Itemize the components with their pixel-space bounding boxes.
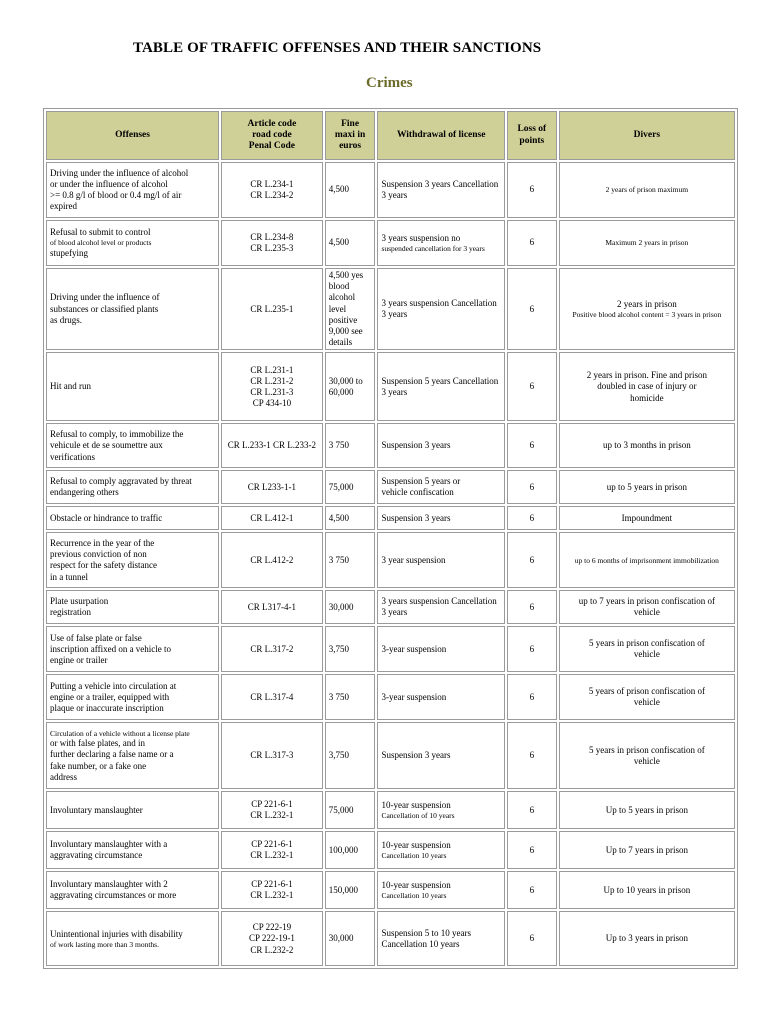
table-row <box>46 220 735 266</box>
offense-cell <box>46 590 219 624</box>
article-cell-line: CR L.235-3 <box>250 243 294 253</box>
fine-cell <box>325 722 376 789</box>
offense-cell-line: fake number, or a fake one <box>50 760 147 771</box>
offense-cell <box>46 791 219 829</box>
divers-cell <box>559 268 735 350</box>
points-cell: 6 <box>507 423 557 468</box>
offense-cell-line: Unintentional injuries with disability <box>50 928 183 939</box>
fine-cell <box>325 352 376 421</box>
withdrawal-cell-line: Suspension 5 to 10 years <box>381 927 471 938</box>
withdrawal-cell <box>377 911 505 966</box>
withdrawal-cell <box>377 352 505 421</box>
divers-cell-line: up to 6 months of imprisonment immobilization <box>574 555 719 565</box>
fine-cell <box>325 911 376 966</box>
article-cell <box>221 590 323 624</box>
offense-cell-line: previous conviction of non <box>50 549 147 560</box>
fine-cell-line: 3,750 <box>328 643 349 654</box>
divers-cell-line: doubled in case of injury or <box>597 381 697 392</box>
divers-cell-line: vehicle <box>633 649 660 660</box>
divers-cell-line: Impoundment <box>621 512 673 523</box>
article-cell-line: CR L.231-3 <box>250 386 294 397</box>
header-article-line: Article code <box>247 118 297 129</box>
points-cell: 6 <box>507 162 557 218</box>
points-cell: 6 <box>507 722 557 789</box>
withdrawal-cell-line: Suspension 3 years <box>381 512 451 523</box>
offense-cell-line: Use of false plate or false <box>50 632 142 643</box>
offense-cell <box>46 506 219 530</box>
article-cell <box>221 722 323 789</box>
offense-cell-line: verifications <box>50 451 95 462</box>
article-cell <box>221 423 323 468</box>
withdrawal-cell-line: 10-year suspension <box>381 800 451 811</box>
fine-cell <box>325 532 376 588</box>
offense-cell-line: of blood alcohol level or products <box>50 238 152 248</box>
points-cell: 6 <box>507 674 557 720</box>
fine-cell <box>325 674 376 720</box>
fine-cell-line: 75,000 <box>328 481 354 492</box>
divers-cell-line: Up to 7 years in prison <box>605 844 688 855</box>
withdrawal-cell-line: 3 years <box>381 309 408 320</box>
header-points-line: Loss of <box>517 124 547 135</box>
offense-cell-line: or with false plates, and in <box>50 738 145 749</box>
points-cell: 6 <box>507 831 557 869</box>
offense-cell-line: further declaring a false name or a <box>50 749 174 760</box>
offense-cell-line: Hit and run <box>50 381 91 392</box>
article-cell-line: CR L.232-2 <box>250 944 294 955</box>
page-title: TABLE OF TRAFFIC OFFENSES AND THEIR SANCTIONS <box>133 40 542 56</box>
offense-cell-line: engine or trailer <box>50 655 108 666</box>
article-cell-line: CR L.233-1 CR L.233-2 <box>227 440 317 451</box>
fine-cell <box>325 626 376 672</box>
fine-cell <box>325 220 376 266</box>
fine-cell <box>325 162 376 218</box>
offense-cell-line: Putting a vehicle into circulation at <box>50 680 177 691</box>
article-cell <box>221 831 323 869</box>
fine-cell-line: 4,500 <box>328 512 349 523</box>
table-row <box>46 590 735 624</box>
table-row <box>46 506 735 530</box>
article-cell <box>221 911 323 966</box>
offense-cell-line: stupefying <box>50 247 88 258</box>
offense-cell <box>46 722 219 789</box>
points-cell: 6 <box>507 268 557 350</box>
header-article <box>221 111 323 160</box>
divers-cell <box>559 831 735 869</box>
withdrawal-cell-line: Cancellation 10 years <box>381 851 447 861</box>
withdrawal-cell <box>377 871 505 909</box>
points-cell: 6 <box>507 626 557 672</box>
divers-cell <box>559 911 735 966</box>
fine-cell-line: 4,500 <box>328 184 349 195</box>
withdrawal-cell-line: 3 years <box>381 190 408 200</box>
fine-cell-line: 60,000 <box>328 386 354 397</box>
offense-cell <box>46 423 219 468</box>
offense-cell-line: of work lasting more than 3 months. <box>50 939 159 949</box>
divers-cell-line: 2 years in prison <box>616 298 677 309</box>
offense-cell <box>46 674 219 720</box>
offense-cell-line: in a tunnel <box>50 571 88 582</box>
table-row <box>46 831 735 869</box>
divers-cell-line: vehicle <box>633 697 660 708</box>
divers-cell-line: 5 years in prison confiscation of <box>588 744 705 755</box>
offense-cell-line: aggravating circumstance <box>50 850 143 861</box>
article-cell-line: CR L.317-4 <box>250 691 294 702</box>
fine-cell-line: 3 750 <box>328 440 349 451</box>
offense-cell-line: Involuntary manslaughter <box>50 804 143 815</box>
article-cell <box>221 506 323 530</box>
table-row <box>46 162 735 218</box>
points-cell: 6 <box>507 470 557 504</box>
withdrawal-cell <box>377 506 505 530</box>
points-cell: 6 <box>507 791 557 829</box>
withdrawal-cell-line: Suspension 3 years <box>381 440 451 451</box>
offense-cell <box>46 470 219 504</box>
article-cell-line: CR L233-1-1 <box>247 481 297 492</box>
fine-cell-line: 4,500 yes <box>328 270 364 280</box>
article-cell-line: CR L.412-2 <box>250 554 294 565</box>
fine-cell-line: 4,500 <box>328 237 349 248</box>
offense-cell-line: Recurrence in the year of the <box>50 538 155 549</box>
withdrawal-cell-line: 3 year suspension <box>381 554 446 565</box>
withdrawal-cell-line: vehicle confiscation <box>381 487 454 498</box>
divers-cell-line: up to 3 months in prison <box>602 440 691 451</box>
table-row <box>46 911 735 966</box>
points-cell: 6 <box>507 506 557 530</box>
offense-cell-line: Refusal to submit to control <box>50 227 151 238</box>
offense-cell-line: Involuntary manslaughter with a <box>50 839 168 850</box>
withdrawal-cell <box>377 532 505 588</box>
offense-cell-line: or under the influence of alcohol <box>50 178 168 189</box>
withdrawal-cell <box>377 470 505 504</box>
header-fine-line: euros <box>339 141 362 152</box>
article-cell-line: CR L.234-8 <box>250 231 294 242</box>
withdrawal-cell-line: 3-year suspension <box>381 643 447 654</box>
section-subtitle: Crimes <box>366 75 413 91</box>
offense-cell <box>46 626 219 672</box>
offense-cell <box>46 268 219 350</box>
fine-cell <box>325 423 376 468</box>
withdrawal-cell-line: 3 years suspension Cancellation <box>381 596 497 607</box>
divers-cell <box>559 590 735 624</box>
article-cell <box>221 268 323 350</box>
article-cell-line: CP 222-19 <box>252 922 292 933</box>
points-cell: 6 <box>507 871 557 909</box>
divers-cell-line: up to 5 years in prison <box>606 481 687 492</box>
table-row <box>46 268 735 350</box>
divers-cell <box>559 423 735 468</box>
divers-cell <box>559 162 735 218</box>
fine-cell <box>325 470 376 504</box>
article-cell-line: CR L.231-2 <box>250 375 294 386</box>
offense-cell <box>46 162 219 218</box>
article-cell <box>221 871 323 909</box>
fine-cell-line: 3 750 <box>328 691 349 702</box>
offense-cell <box>46 220 219 266</box>
table-row <box>46 871 735 909</box>
withdrawal-cell-line: Cancellation 10 years <box>381 938 460 949</box>
withdrawal-cell <box>377 268 505 350</box>
fine-cell <box>325 590 376 624</box>
divers-cell <box>559 722 735 789</box>
withdrawal-cell-line: Suspension 5 years or <box>381 476 461 487</box>
table-body <box>46 162 735 966</box>
article-cell <box>221 470 323 504</box>
article-cell-line: CR L.232-1 <box>250 810 294 821</box>
article-cell-line: CP 221-6-1 <box>251 839 293 850</box>
divers-cell <box>559 791 735 829</box>
article-cell <box>221 220 323 266</box>
header-divers: Divers <box>559 111 735 160</box>
offense-cell-line: Refusal to comply, to immobilize the <box>50 429 184 440</box>
article-cell-line: CP 221-6-1 <box>251 879 293 890</box>
fine-cell-line: 9,000 see <box>328 326 363 337</box>
divers-cell <box>559 506 735 530</box>
withdrawal-cell <box>377 423 505 468</box>
offense-cell-line: Obstacle or hindrance to traffic <box>50 512 163 523</box>
header-offenses: Offenses <box>46 111 219 160</box>
withdrawal-cell <box>377 590 505 624</box>
fine-cell-line: 30,000 <box>328 933 354 944</box>
article-cell-line: CR L317-4-1 <box>247 601 297 612</box>
divers-cell <box>559 674 735 720</box>
offenses-table <box>43 108 738 969</box>
divers-cell-line: Positive blood alcohol content = 3 years in prison <box>572 310 722 320</box>
fine-cell-line: blood alcohol level <box>328 281 356 314</box>
offense-cell <box>46 532 219 588</box>
divers-cell <box>559 352 735 421</box>
offense-cell-line: Involuntary manslaughter with 2 <box>50 879 168 890</box>
header-points <box>507 111 557 160</box>
table-row <box>46 532 735 588</box>
offense-cell <box>46 352 219 421</box>
offense-cell-line: as drugs. <box>50 314 82 325</box>
divers-cell <box>559 220 735 266</box>
article-cell <box>221 352 323 421</box>
article-cell-line: CP 221-6-1 <box>251 799 293 810</box>
divers-cell-line: 5 years of prison confiscation of <box>588 686 705 697</box>
header-fine-line: maxi in <box>334 129 366 140</box>
fine-cell <box>325 506 376 530</box>
fine-cell-line: details <box>328 337 353 348</box>
fine-cell-line: 100,000 <box>328 844 358 855</box>
withdrawal-cell-line: Cancellation 10 years <box>381 891 447 901</box>
fine-cell-line: 150,000 <box>328 884 358 895</box>
divers-cell-line: 2 years in prison. Fine and prison <box>586 370 707 381</box>
divers-cell-line: 5 years in prison confiscation of <box>588 638 705 649</box>
withdrawal-cell-line: 3-year suspension <box>381 691 447 702</box>
fine-cell <box>325 871 376 909</box>
table-row <box>46 674 735 720</box>
header-article-line: Penal Code <box>248 141 295 152</box>
table-row <box>46 791 735 829</box>
withdrawal-cell-line: Cancellation of 10 years <box>381 811 455 821</box>
fine-cell-line: 30,000 to <box>328 375 363 386</box>
offense-cell <box>46 831 219 869</box>
withdrawal-cell-line: Suspension 3 years <box>381 750 451 761</box>
withdrawal-cell-line: 3 years <box>381 386 408 397</box>
divers-cell-line: Up to 3 years in prison <box>605 933 688 944</box>
withdrawal-cell <box>377 674 505 720</box>
divers-cell-line: vehicle <box>633 755 660 766</box>
fine-cell-line: 30,000 <box>328 601 354 612</box>
points-cell: 6 <box>507 532 557 588</box>
withdrawal-cell <box>377 220 505 266</box>
article-cell <box>221 162 323 218</box>
header-fine-line: Fine <box>341 118 360 129</box>
fine-cell-line: 3,750 <box>328 750 349 761</box>
offense-cell-line: respect for the safety distance <box>50 560 157 571</box>
offense-cell-line: Refusal to comply aggravated by threat <box>50 476 192 487</box>
withdrawal-cell-line: suspended cancellation for 3 years <box>381 243 485 253</box>
table-header-row <box>46 111 735 160</box>
withdrawal-cell-line: 3 years suspension no <box>381 232 461 243</box>
offense-cell-line: Circulation of a vehicle without a license plate <box>50 728 190 738</box>
offense-cell-line: inscription affixed on a vehicle to <box>50 643 172 654</box>
offense-cell-line: >= 0.8 g/l of blood or 0.4 mg/l of air <box>50 190 182 200</box>
fine-cell-line: 75,000 <box>328 804 354 815</box>
withdrawal-cell <box>377 791 505 829</box>
offense-cell-line: registration <box>50 607 91 618</box>
table-row <box>46 722 735 789</box>
article-cell-line: CR L.317-3 <box>250 750 294 761</box>
article-cell-line: CP 434-10 <box>252 398 292 409</box>
divers-cell-line: 2 years of prison maximum <box>605 185 689 195</box>
table-row <box>46 352 735 421</box>
withdrawal-cell-line: Suspension 3 years Cancellation <box>381 178 499 189</box>
table-row <box>46 626 735 672</box>
offense-cell-line: endangering others <box>50 487 119 498</box>
points-cell: 6 <box>507 220 557 266</box>
offense-cell-line: address <box>50 771 77 782</box>
divers-cell-line: vehicle <box>633 607 660 618</box>
article-cell-line: CR L.234-1 <box>250 178 294 189</box>
withdrawal-cell-line: Suspension 5 years Cancellation <box>381 375 499 386</box>
divers-cell <box>559 532 735 588</box>
offense-cell-line: substances or classified plants <box>50 303 159 314</box>
divers-cell-line: homicide <box>630 392 664 403</box>
offense-cell <box>46 911 219 966</box>
header-points-line: points <box>519 135 545 146</box>
article-cell-line: CR L.317-2 <box>250 643 294 654</box>
offense-cell-line: plaque or inaccurate inscription <box>50 703 164 714</box>
withdrawal-cell <box>377 722 505 789</box>
divers-cell-line: Up to 5 years in prison <box>605 804 688 815</box>
withdrawal-cell <box>377 831 505 869</box>
points-cell: 6 <box>507 590 557 624</box>
offense-cell-line: vehicule et de se soumettre aux <box>50 440 163 451</box>
article-cell-line: CR L.234-2 <box>250 190 294 200</box>
divers-cell-line: Maximum 2 years in prison <box>605 238 689 248</box>
article-cell-line: CR L.235-1 <box>250 303 294 314</box>
offense-cell-line: expired <box>50 201 77 212</box>
divers-cell-line: up to 7 years in prison confiscation of <box>578 596 715 607</box>
article-cell-line: CR L.232-1 <box>250 850 294 861</box>
offense-cell-line: engine or a trailer, equipped with <box>50 691 170 702</box>
withdrawal-cell <box>377 162 505 218</box>
article-cell <box>221 791 323 829</box>
withdrawal-cell <box>377 626 505 672</box>
article-cell <box>221 626 323 672</box>
offense-cell-line: Driving under the influence of <box>50 292 160 303</box>
withdrawal-cell-line: 10-year suspension <box>381 880 451 891</box>
withdrawal-cell-line: 10-year suspension <box>381 840 451 851</box>
article-cell-line: CR L.231-1 <box>250 364 294 375</box>
header-withdrawal: Withdrawal of license <box>377 111 505 160</box>
article-cell-line: CR L.232-1 <box>250 890 294 901</box>
fine-cell <box>325 831 376 869</box>
article-cell <box>221 532 323 588</box>
offense-cell-line: Plate usurpation <box>50 596 109 607</box>
fine-cell <box>325 791 376 829</box>
fine-cell <box>325 268 376 350</box>
divers-cell <box>559 871 735 909</box>
article-cell <box>221 674 323 720</box>
fine-cell-line: positive <box>328 314 358 325</box>
fine-cell-line: 3 750 <box>328 554 349 565</box>
article-cell-line: CP 222-19-1 <box>248 933 295 944</box>
divers-cell-line: Up to 10 years in prison <box>603 884 691 895</box>
divers-cell <box>559 470 735 504</box>
points-cell: 6 <box>507 352 557 421</box>
offense-cell-line: aggravating circumstances or more <box>50 890 177 901</box>
withdrawal-cell-line: 3 years <box>381 607 408 618</box>
header-fine <box>325 111 376 160</box>
offense-cell-line: Driving under the influence of alcohol <box>50 167 189 178</box>
withdrawal-cell-line: 3 years suspension Cancellation <box>381 298 497 308</box>
points-cell: 6 <box>507 911 557 966</box>
article-cell-line: CR L.412-1 <box>250 512 294 523</box>
table-row <box>46 470 735 504</box>
offense-cell <box>46 871 219 909</box>
table-row <box>46 423 735 468</box>
divers-cell <box>559 626 735 672</box>
header-article-line: road code <box>252 129 292 140</box>
